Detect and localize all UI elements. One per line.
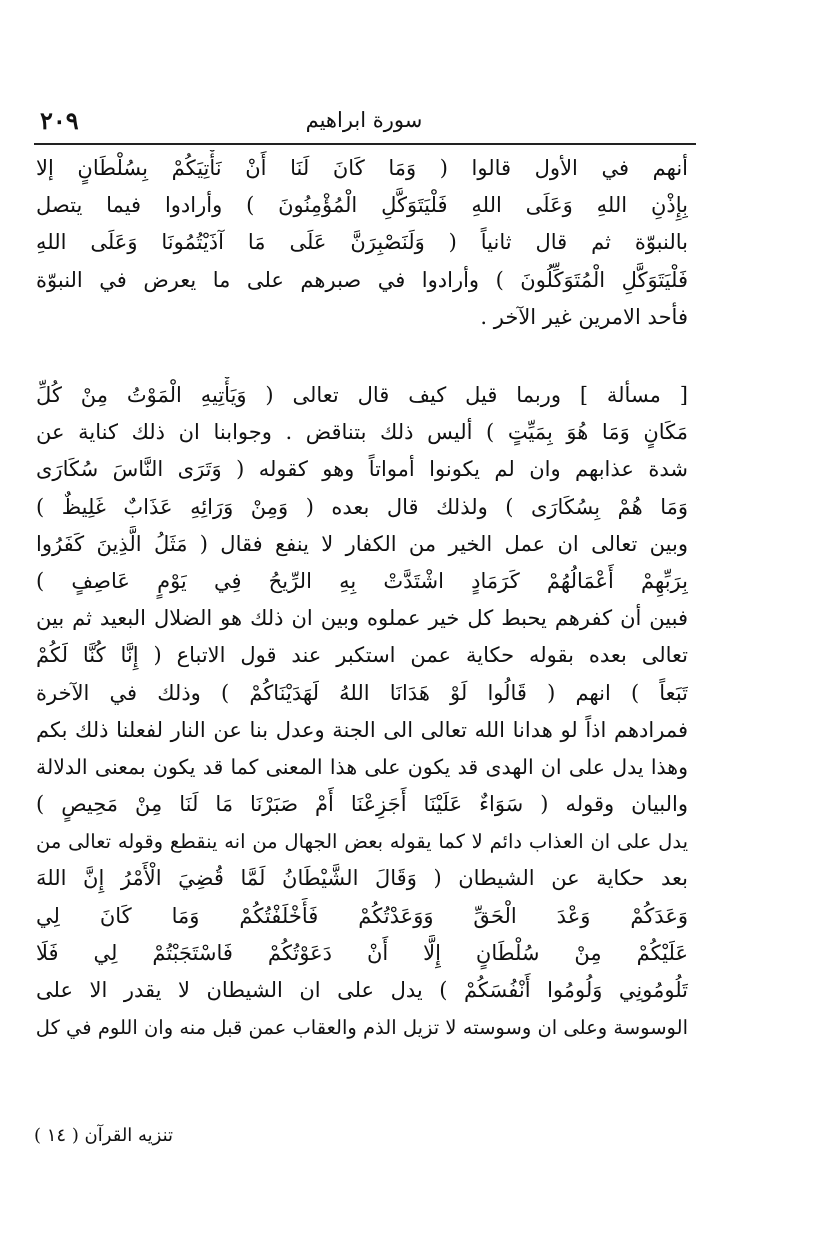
text-line: عَلَيْكُمْ مِنْ سُلْطَانٍ إِلَّا أَنْ دَعَوْتُكُمْ فَاسْتَجَبْتُمْ لِي فَلَا <box>36 940 688 965</box>
text-line: وهذا يدل على ان الهدى قد يكون على هذا المعنى كما قد يكون بمعنى الدلالة <box>36 754 688 779</box>
text-line: وبين تعالى ان عمل الخير من الكفار لا ينفع فقال ( مَثَلُ الَّذِينَ كَفَرُوا <box>36 531 688 556</box>
page-header <box>34 102 694 142</box>
text-line: أنهم في الأول قالوا ( وَمَا كَانَ لَنَا أَنْ نَأْتِيَكُمْ بِسُلْطَانٍ إلا <box>36 156 688 180</box>
text-line: تعالى بعده بقوله حكاية عمن استكبر عند قول الاتباع ( إِنَّا كُنَّا لَكُمْ <box>36 643 688 668</box>
text-line: وَعَدَكُمْ وَعْدَ الْحَقِّ وَوَعَدْتُكُمْ فَأَخْلَفْتُكُمْ وَمَا كَانَ لِي <box>36 903 688 928</box>
text-line: بِرَبِّهِمْ أَعْمَالُهُمْ كَرَمَادٍ اشْتَدَّتْ بِهِ الرِّيحُ فِي يَوْمٍ عَاصِفٍ ) <box>36 568 688 593</box>
text-line: [ مسألة ] وربما قيل كيف قال تعالى ( وَيَأْتِيهِ الْمَوْتُ مِنْ كُلِّ <box>36 383 688 407</box>
text-line: بالنبوّة ثم قال ثانياً ( وَلَنَصْبِرَنَّ عَلَى مَا آذَيْتُمُونَا وَعَلَى اللهِ <box>36 230 688 255</box>
text-line: يدل على ان العذاب دائم لا كما يقوله بعض الجهال من انه ينقطع وقوله تعالى من <box>36 830 688 854</box>
text-line: شدة عذابهم وان لم يكونوا أمواتاً وهو كقوله ( وَتَرَى النَّاسَ سُكَارَى <box>36 457 688 482</box>
text-line: وَمَا هُمْ بِسُكَارَى ) ولذلك قال بعده ( وَمِنْ وَرَائِهِ عَذَابٌ غَلِيظٌ ) <box>36 494 688 519</box>
text-line: فبين أن كفرهم يحبط كل خير عملوه وبين ان ذلك هو الضلال البعيد ثم بين <box>36 606 688 631</box>
text-line: مَكَانٍ وَمَا هُوَ بِمَيِّتٍ ) أليس ذلك بتناقض . وجوابنا ان ذلك كناية عن <box>36 420 688 445</box>
text-line: فَلْيَتَوَكَّلِ الْمُتَوَكِّلُونَ ) وأرادوا في صبرهم على ما يعرض في النبوّة <box>36 267 688 292</box>
paragraph-2 <box>36 377 688 1046</box>
text-line: فأحد الامرين غير الآخر . <box>480 304 688 329</box>
footer-signature: تنزيه القرآن ( ١٤ ) <box>34 1125 174 1146</box>
text-line: بِإِذْنِ اللهِ وَعَلَى اللهِ فَلْيَتَوَكَّلِ الْمُؤْمِنُونَ ) وأرادوا فيما يتصل <box>36 193 688 218</box>
running-title: سورة ابراهيم <box>305 108 423 132</box>
text-line: بعد حكاية عن الشيطان ( وَقَالَ الشَّيْطَانُ لَمَّا قُضِيَ الْأَمْرُ إِنَّ اللهَ <box>36 866 688 891</box>
text-line: تَلُومُونِي وَلُومُوا أَنْفُسَكُمْ ) يدل على ان الشيطان لا يقدر الا على <box>36 978 688 1002</box>
header-divider <box>34 143 696 145</box>
paragraph-1 <box>36 150 688 336</box>
text-line: تَبَعاً ) انهم ( قَالُوا لَوْ هَدَانَا اللهُ لَهَدَيْنَاكُمْ ) وذلك في الآخرة <box>36 680 688 705</box>
page-number: ٢٠٩ <box>40 106 79 135</box>
text-line: الوسوسة وعلى ان وسوسته لا تزيل الذم والعقاب عمن قبل منه وان اللوم في كل <box>36 1016 688 1040</box>
text-line: والبيان وقوله ( سَوَاءٌ عَلَيْنَا أَجَزِعْنَا أَمْ صَبَرْنَا مَا لَنَا مِنْ مَحِيصٍ ) <box>36 792 688 817</box>
text-line: فمرادهم اذاً لو هدانا الله تعالى الى الجنة وعدل بنا عن النار لفعلنا ذلك بكم <box>36 717 688 742</box>
